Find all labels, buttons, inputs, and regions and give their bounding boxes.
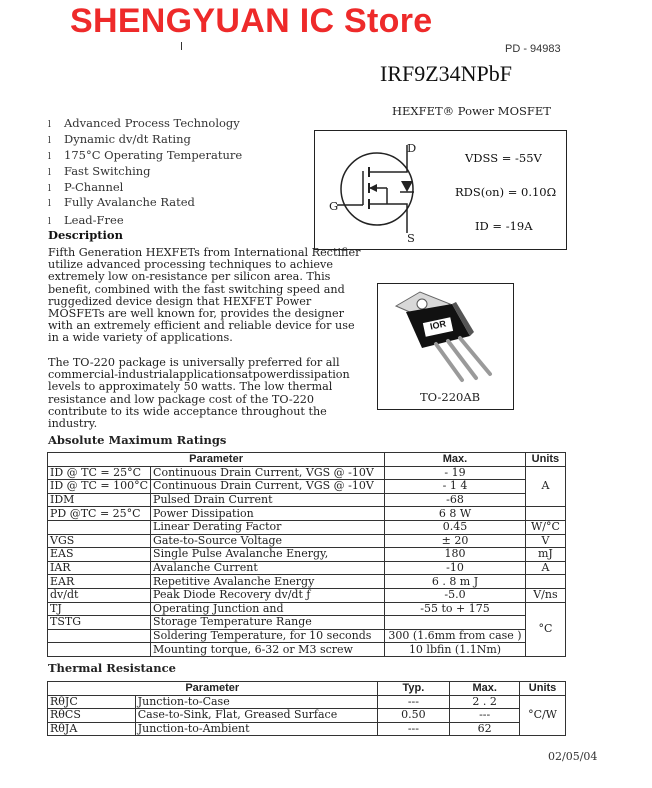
row-unit: °C/W bbox=[520, 695, 566, 736]
row-max: -68 bbox=[385, 493, 526, 507]
table-row bbox=[48, 493, 566, 507]
row-max: -10 bbox=[385, 561, 526, 575]
row-unit bbox=[525, 507, 565, 521]
row-symbol: IAR bbox=[48, 561, 151, 575]
row-parameter: Repetitive Avalanche Energy bbox=[151, 575, 385, 589]
col-header-max: Max. bbox=[385, 453, 526, 467]
table-row bbox=[48, 602, 566, 616]
row-parameter: Continuous Drain Current, VGS @ -10V bbox=[151, 466, 385, 480]
row-unit bbox=[525, 575, 565, 589]
row-parameter: Power Dissipation bbox=[151, 507, 385, 521]
doc-number: PD - 94983 bbox=[505, 43, 561, 55]
row-symbol: RθJC bbox=[48, 695, 136, 709]
row-typ: --- bbox=[377, 695, 450, 709]
row-unit: V bbox=[525, 534, 565, 548]
stray-mark bbox=[181, 42, 182, 50]
row-parameter: Linear Derating Factor bbox=[151, 520, 385, 534]
row-parameter: Gate-to-Source Voltage bbox=[151, 534, 385, 548]
table-row bbox=[48, 588, 566, 602]
package-box bbox=[377, 283, 514, 410]
table-row bbox=[48, 643, 566, 657]
table-row bbox=[48, 695, 566, 709]
table-row bbox=[48, 480, 566, 494]
row-max: 6 8 W bbox=[385, 507, 526, 521]
spec-id: ID = -19A bbox=[475, 219, 533, 233]
source-label: S bbox=[407, 231, 415, 245]
row-unit: A bbox=[525, 561, 565, 575]
col-header-parameter: Parameter bbox=[48, 453, 385, 467]
ir-logo: IOR bbox=[429, 318, 447, 332]
row-max: 6 . 8 m J bbox=[385, 575, 526, 589]
table-row bbox=[48, 575, 566, 589]
row-parameter: Pulsed Drain Current bbox=[151, 493, 385, 507]
row-symbol: VGS bbox=[48, 534, 151, 548]
row-parameter: Storage Temperature Range bbox=[151, 616, 385, 630]
row-max: - 19 bbox=[385, 466, 526, 480]
col-header-parameter: Parameter bbox=[48, 682, 378, 696]
table-row bbox=[48, 548, 566, 562]
row-parameter: Continuous Drain Current, VGS @ -10V bbox=[151, 480, 385, 494]
feature-item: l Fully Avalanche Rated bbox=[48, 195, 195, 209]
row-max: -55 to + 175 bbox=[385, 602, 526, 616]
abs-max-title: Absolute Maximum Ratings bbox=[48, 433, 227, 447]
description-paragraph-2: The TO-220 package is universally preferred for all commercial-industrialapplicationsatpowerdissipation levels to approximately 50 watts. The low thermal resistance and low package cost of the TO-220 contribute to its wide acceptance throughout the industry. bbox=[48, 356, 350, 431]
thermal-table bbox=[47, 681, 566, 736]
row-unit: °C bbox=[525, 602, 565, 656]
col-header-max: Max. bbox=[450, 682, 520, 696]
row-symbol: EAR bbox=[48, 575, 151, 589]
table-row bbox=[48, 616, 566, 630]
row-parameter: Case-to-Sink, Flat, Greased Surface bbox=[135, 709, 377, 723]
to220-package-icon bbox=[378, 284, 513, 384]
row-symbol: TJ bbox=[48, 602, 151, 616]
table-row bbox=[48, 709, 566, 723]
row-max: 10 lbfin (1.1Nm) bbox=[385, 643, 526, 657]
row-typ: --- bbox=[377, 722, 450, 736]
table-header-row bbox=[48, 682, 566, 696]
row-symbol: RθJA bbox=[48, 722, 136, 736]
row-unit: mJ bbox=[525, 548, 565, 562]
row-symbol: dv/dt bbox=[48, 588, 151, 602]
mosfet-symbol-icon bbox=[315, 131, 465, 249]
row-parameter: Avalanche Current bbox=[151, 561, 385, 575]
feature-item: l P-Channel bbox=[48, 180, 124, 194]
table-header-row bbox=[48, 453, 566, 467]
row-symbol: PD @TC = 25°C bbox=[48, 507, 151, 521]
feature-item: l Fast Switching bbox=[48, 164, 151, 178]
row-parameter: Mounting torque, 6-32 or M3 screw bbox=[151, 643, 385, 657]
row-parameter: Junction-to-Ambient bbox=[135, 722, 377, 736]
row-max: 180 bbox=[385, 548, 526, 562]
feature-item: l Advanced Process Technology bbox=[48, 116, 240, 130]
row-symbol: TSTG bbox=[48, 616, 151, 630]
row-symbol: EAS bbox=[48, 548, 151, 562]
row-parameter: Peak Diode Recovery dv/dt ƒ bbox=[151, 588, 385, 602]
row-max: 300 (1.6mm from case ) bbox=[385, 629, 526, 643]
row-max bbox=[385, 616, 526, 630]
row-parameter: Operating Junction and bbox=[151, 602, 385, 616]
col-header-units: Units bbox=[520, 682, 566, 696]
row-typ: 0.50 bbox=[377, 709, 450, 723]
table-row bbox=[48, 520, 566, 534]
row-unit: V/ns bbox=[525, 588, 565, 602]
row-symbol: ID @ TC = 100°C bbox=[48, 480, 151, 494]
row-max: -5.0 bbox=[385, 588, 526, 602]
row-parameter: Junction-to-Case bbox=[135, 695, 377, 709]
spec-rds-on: RDS(on) = 0.10Ω bbox=[455, 185, 557, 199]
col-header-units: Units bbox=[525, 453, 565, 467]
description-paragraph-1: Fifth Generation HEXFETs from International Rectifier utilize advanced processing techniques to achieve extremely low on-resistance per silicon area. This benefit, combined with the fast switching speed and ruggedized device design that HEXFET Power MOSFETs are well known for, provides the designer with an extremely efficient and reliable device for use in a wide variety of applications. bbox=[48, 246, 361, 345]
row-max: - 1 4 bbox=[385, 480, 526, 494]
row-symbol bbox=[48, 629, 151, 643]
row-max: 2 . 2 bbox=[450, 695, 520, 709]
feature-item: l 175°C Operating Temperature bbox=[48, 148, 243, 162]
spec-vdss: VDSS = -55V bbox=[465, 151, 542, 165]
part-number: IRF9Z34NPbF bbox=[380, 61, 513, 86]
row-symbol: IDM bbox=[48, 493, 151, 507]
row-max: ± 20 bbox=[385, 534, 526, 548]
row-max: 0.45 bbox=[385, 520, 526, 534]
store-banner: SHENGYUAN IC Store bbox=[70, 2, 433, 40]
gate-label: G bbox=[329, 199, 339, 213]
row-parameter: Soldering Temperature, for 10 seconds bbox=[151, 629, 385, 643]
symbol-spec-box bbox=[314, 130, 567, 250]
table-row bbox=[48, 561, 566, 575]
drain-label: D bbox=[407, 141, 417, 155]
table-row bbox=[48, 629, 566, 643]
row-symbol bbox=[48, 520, 151, 534]
row-max: --- bbox=[450, 709, 520, 723]
table-row bbox=[48, 466, 566, 480]
abs-max-table bbox=[47, 452, 566, 657]
row-max: 62 bbox=[450, 722, 520, 736]
device-subtitle: HEXFET® Power MOSFET bbox=[392, 104, 551, 118]
table-row bbox=[48, 507, 566, 521]
row-unit: A bbox=[525, 466, 565, 507]
row-symbol: RθCS bbox=[48, 709, 136, 723]
description-heading: Description bbox=[48, 228, 123, 242]
row-symbol bbox=[48, 643, 151, 657]
feature-item: l Dynamic dv/dt Rating bbox=[48, 132, 191, 146]
col-header-typ: Typ. bbox=[377, 682, 450, 696]
table-row bbox=[48, 722, 566, 736]
thermal-title: Thermal Resistance bbox=[48, 661, 176, 675]
table-row bbox=[48, 534, 566, 548]
row-symbol: ID @ TC = 25°C bbox=[48, 466, 151, 480]
footer-date: 02/05/04 bbox=[548, 750, 598, 763]
package-label: TO-220AB bbox=[420, 390, 481, 404]
row-unit: W/°C bbox=[525, 520, 565, 534]
feature-item: l Lead-Free bbox=[48, 213, 124, 227]
row-parameter: Single Pulse Avalanche Energy, bbox=[151, 548, 385, 562]
